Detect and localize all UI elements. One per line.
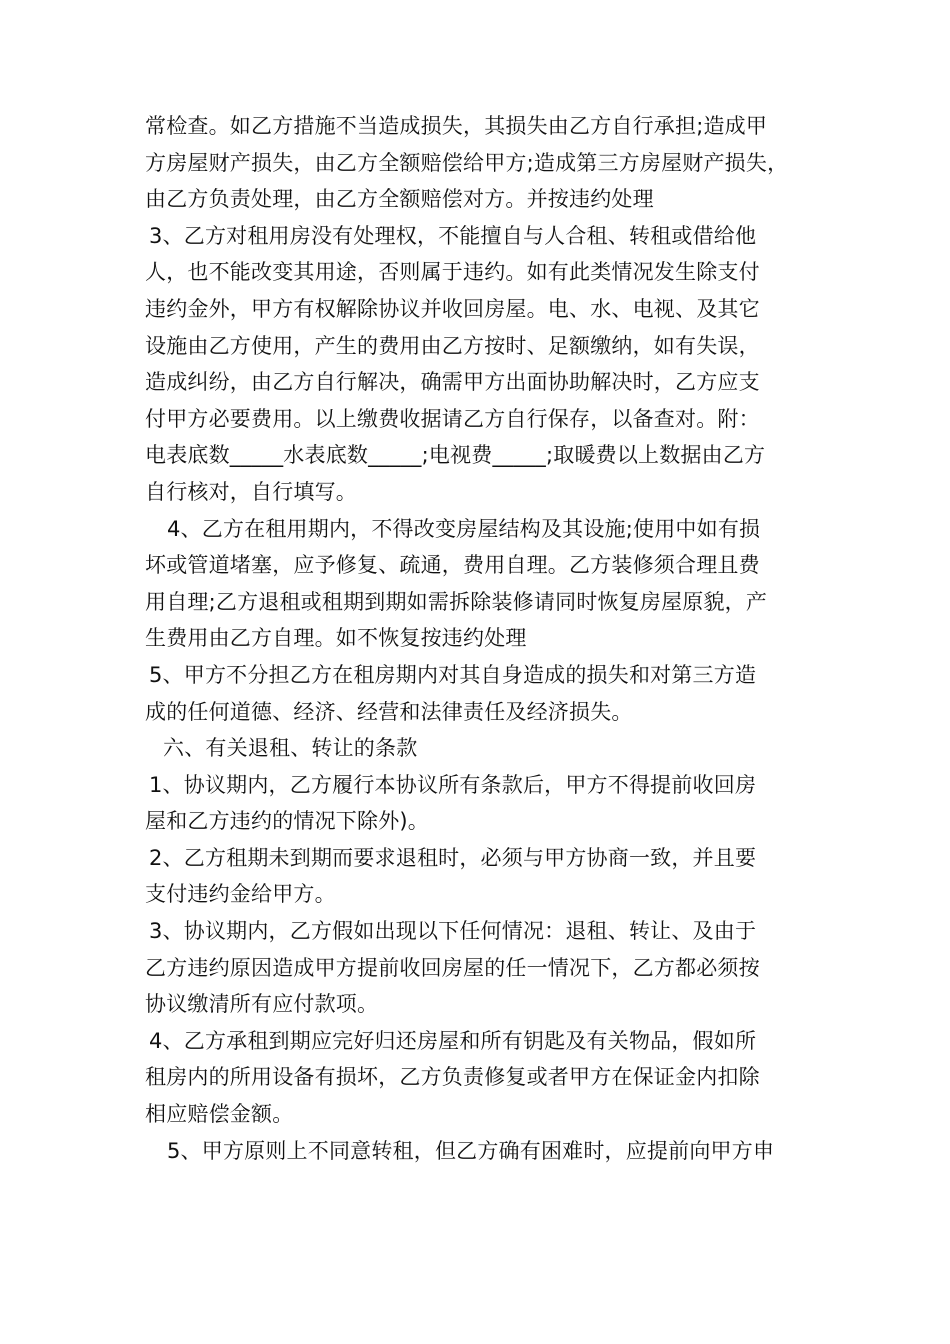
text-line: 3、协议期内，乙方假如出现以下任何情况：退租、转让、及由于 — [149, 919, 757, 944]
text-line: 4、乙方承租到期应完好归还房屋和所有钥匙及有关物品，假如所 — [149, 1028, 757, 1053]
text-line: 造成纠纷，由乙方自行解决，确需甲方出面协助解决时，乙方应支 — [145, 370, 760, 395]
text-line: 成的任何道德、经济、经营和法律责任及经济损失。 — [145, 699, 633, 724]
text-line: 生费用由乙方自理。如不恢复按违约处理 — [145, 626, 527, 651]
text-line: 设施由乙方使用，产生的费用由乙方按时、足额缴纳，如有失误， — [145, 333, 760, 358]
text-line: 付甲方必要费用。以上缴费收据请乙方自行保存，以备查对。附： — [145, 406, 760, 431]
text-line: 屋和乙方违约的情况下除外)。 — [145, 809, 429, 834]
text-line: 5、甲方原则上不同意转租，但乙方确有困难时，应提前向甲方申 — [167, 1138, 775, 1163]
text-line: 1、协议期内，乙方履行本协议所有条款后，甲方不得提前收回房 — [149, 772, 757, 797]
text-line: 坏或管道堵塞，应予修复、疏通，费用自理。乙方装修须合理且费 — [145, 553, 760, 578]
text-line: 方房屋财产损失，由乙方全额赔偿给甲方;造成第三方房屋财产损失， — [145, 150, 789, 175]
text-line: 3、乙方对租用房没有处理权，不能擅自与人合租、转租或借给他 — [149, 223, 757, 248]
text-line: 电表底数_____水表底数_____;电视费_____;取暖费以上数据由乙方 — [145, 443, 766, 468]
text-line: 4、乙方在租用期内，不得改变房屋结构及其设施;使用中如有损 — [167, 516, 761, 541]
text-line: 乙方违约原因造成甲方提前收回房屋的任一情况下，乙方都必须按 — [145, 955, 760, 980]
text-line: 常检查。如乙方措施不当造成损失，其损失由乙方自行承担;造成甲 — [145, 114, 768, 138]
text-line: 由乙方负责处理，由乙方全额赔偿对方。并按违约处理 — [145, 187, 654, 212]
text-line: 用自理;乙方退租或租期到期如需拆除装修请同时恢复房屋原貌，产 — [145, 589, 768, 614]
document-body — [145, 108, 817, 1169]
section-heading: 六、有关退租、转让的条款 — [163, 736, 418, 761]
text-line: 5、甲方不分担乙方在租房期内对其自身造成的损失和对第三方造 — [149, 662, 757, 687]
text-line: 人，也不能改变其用途，否则属于违约。如有此类情况发生除支付 — [145, 260, 760, 285]
text-line: 支付违约金给甲方。 — [145, 882, 336, 907]
text-line: 租房内的所用设备有损坏，乙方负责修复或者甲方在保证金内扣除 — [145, 1065, 760, 1090]
text-line: 自行核对，自行填写。 — [145, 479, 357, 504]
text-line: 2、乙方租期未到期而要求退租时，必须与甲方协商一致，并且要 — [149, 845, 757, 870]
text-line: 违约金外，甲方有权解除协议并收回房屋。电、水、电视、及其它 — [145, 296, 760, 321]
text-line: 相应赔偿金额。 — [145, 1102, 294, 1127]
text-line: 协议缴清所有应付款项。 — [145, 992, 379, 1017]
